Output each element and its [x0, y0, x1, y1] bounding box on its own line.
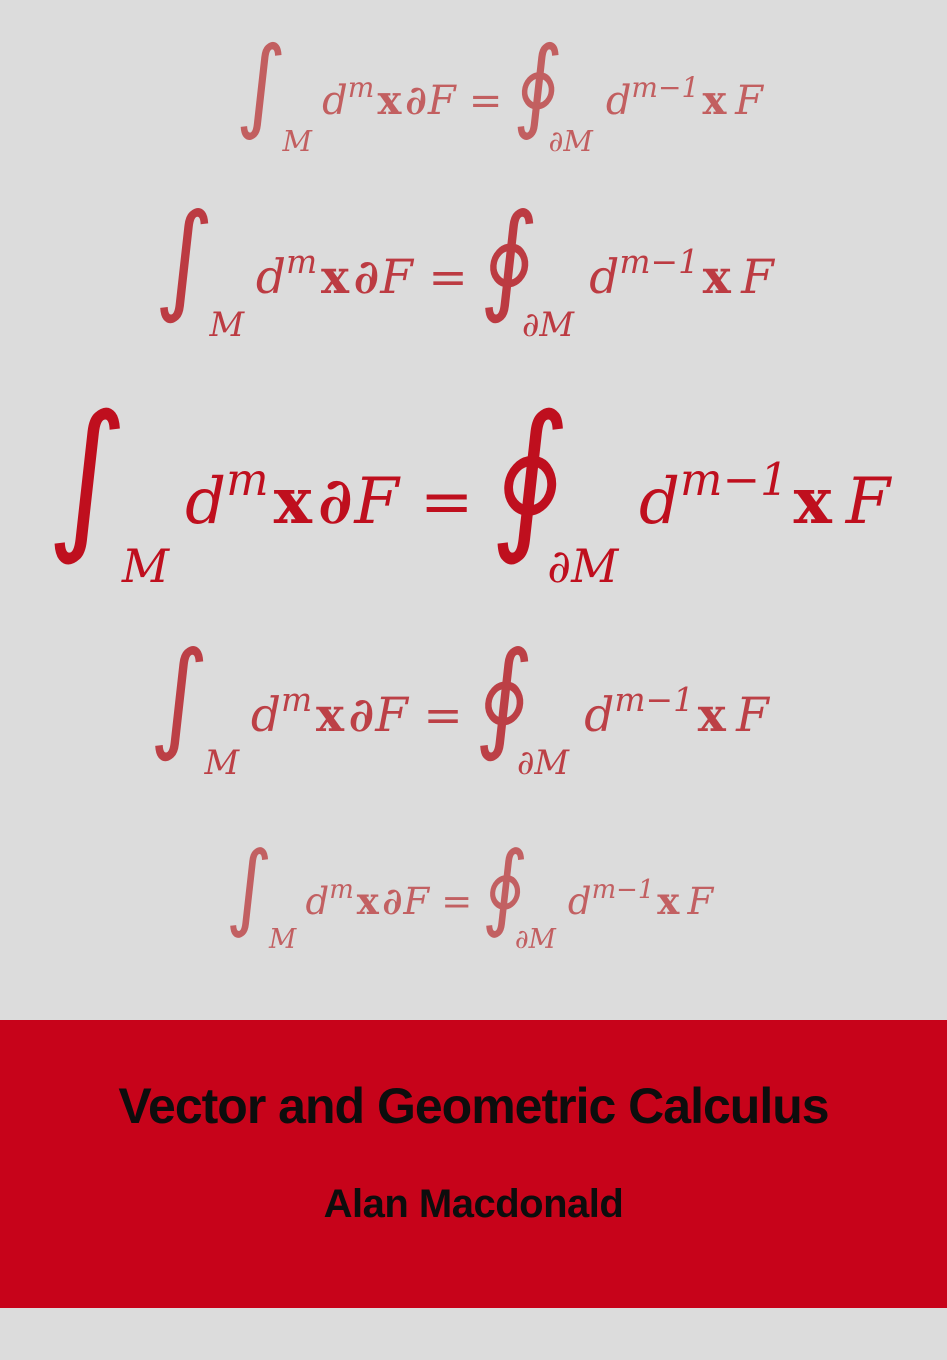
differential-d: d: [567, 880, 592, 923]
vector-x: x: [356, 879, 379, 923]
contour-integral-group: [478, 188, 589, 345]
vector-x: x: [657, 879, 680, 923]
integral-sign: ∫: [234, 24, 289, 143]
integral-subscript-M: M: [121, 538, 170, 593]
integral-subscript-M: M: [204, 743, 240, 783]
vector-x: x: [697, 688, 726, 743]
contour-integral-sign: ∮: [473, 626, 537, 765]
contour-subscript-dM: ∂M: [548, 123, 593, 158]
contour-subscript-dM: ∂M: [516, 743, 570, 783]
formula-row-4: [147, 626, 769, 783]
equals-sign: =: [419, 465, 474, 539]
function-F: F: [380, 250, 413, 305]
integral-sign: ∫: [44, 380, 131, 570]
function-F: F: [741, 250, 774, 305]
vector-x: x: [702, 250, 731, 305]
contour-integral-group: [480, 831, 567, 956]
contour-integral-sign: ∮: [511, 24, 566, 143]
vector-x: x: [320, 250, 350, 305]
contour-integral-group: [511, 24, 606, 158]
exponent-m-minus-1: m−1: [591, 874, 655, 905]
exponent-m: m: [226, 453, 269, 507]
function-F: F: [736, 688, 769, 743]
differential-d: d: [322, 78, 348, 124]
exponent-m-minus-1: m−1: [631, 70, 700, 104]
vector-x: x: [315, 688, 345, 743]
integral-group: [234, 24, 322, 158]
contour-subscript-dM: ∂M: [521, 305, 575, 345]
differential-d: d: [250, 688, 282, 743]
differential-d: d: [255, 250, 287, 305]
partial-operator: ∂: [382, 879, 403, 923]
partial-operator: ∂: [405, 77, 427, 124]
integral-group: [147, 626, 251, 783]
contour-subscript-dM: ∂M: [547, 538, 619, 593]
integral-subscript-M: M: [282, 123, 313, 158]
exponent-m: m: [347, 70, 375, 104]
contour-integral-sign: ∮: [478, 188, 542, 327]
exponent-m: m: [281, 679, 313, 719]
contour-integral-sign: ∮: [480, 831, 531, 942]
equals-sign: =: [423, 688, 463, 743]
function-F: F: [845, 465, 891, 539]
exponent-m-minus-1: m−1: [679, 453, 789, 507]
book-author: Alan Macdonald: [323, 1181, 624, 1226]
equals-sign: =: [441, 880, 473, 923]
formula-row-3: [44, 380, 891, 593]
formula-row-2: [152, 188, 774, 345]
integral-group: [224, 831, 306, 956]
function-F: F: [427, 78, 456, 124]
title-band: [0, 1020, 947, 1308]
book-title: Vector and Geometric Calculus: [118, 1078, 829, 1134]
equals-sign: =: [428, 250, 468, 305]
vector-x: x: [377, 77, 402, 124]
exponent-m: m: [286, 241, 318, 281]
exponent-m-minus-1: m−1: [619, 241, 700, 281]
differential-d: d: [605, 78, 632, 124]
formula-row-1: [234, 24, 763, 158]
integral-subscript-M: M: [268, 924, 297, 956]
function-F: F: [375, 688, 408, 743]
differential-d: d: [638, 465, 680, 539]
contour-integral-sign: ∮: [488, 380, 575, 570]
contour-integral-group: [473, 626, 584, 783]
vector-x: x: [702, 77, 727, 124]
differential-d: d: [584, 688, 615, 743]
contour-integral-group: [488, 380, 639, 593]
differential-d: d: [185, 465, 227, 539]
contour-subscript-dM: ∂M: [514, 924, 556, 956]
partial-operator: ∂: [318, 464, 353, 539]
partial-operator: ∂: [353, 250, 379, 305]
integral-sign: ∫: [152, 188, 217, 327]
integral-subscript-M: M: [209, 305, 245, 345]
function-F: F: [403, 880, 430, 923]
equals-sign: =: [468, 78, 503, 124]
function-F: F: [354, 465, 399, 539]
integral-sign: ∫: [147, 626, 212, 765]
function-F: F: [735, 78, 763, 124]
differential-d: d: [305, 880, 330, 923]
integral-group: [152, 188, 256, 345]
partial-operator: ∂: [348, 688, 374, 743]
exponent-m-minus-1: m−1: [614, 679, 695, 719]
integral-group: [44, 380, 185, 593]
integral-sign: ∫: [224, 831, 275, 942]
differential-d: d: [589, 250, 620, 305]
exponent-m: m: [329, 874, 354, 905]
vector-x: x: [793, 464, 832, 539]
vector-x: x: [273, 464, 312, 539]
formula-row-5: [224, 831, 714, 956]
function-F: F: [687, 880, 714, 923]
